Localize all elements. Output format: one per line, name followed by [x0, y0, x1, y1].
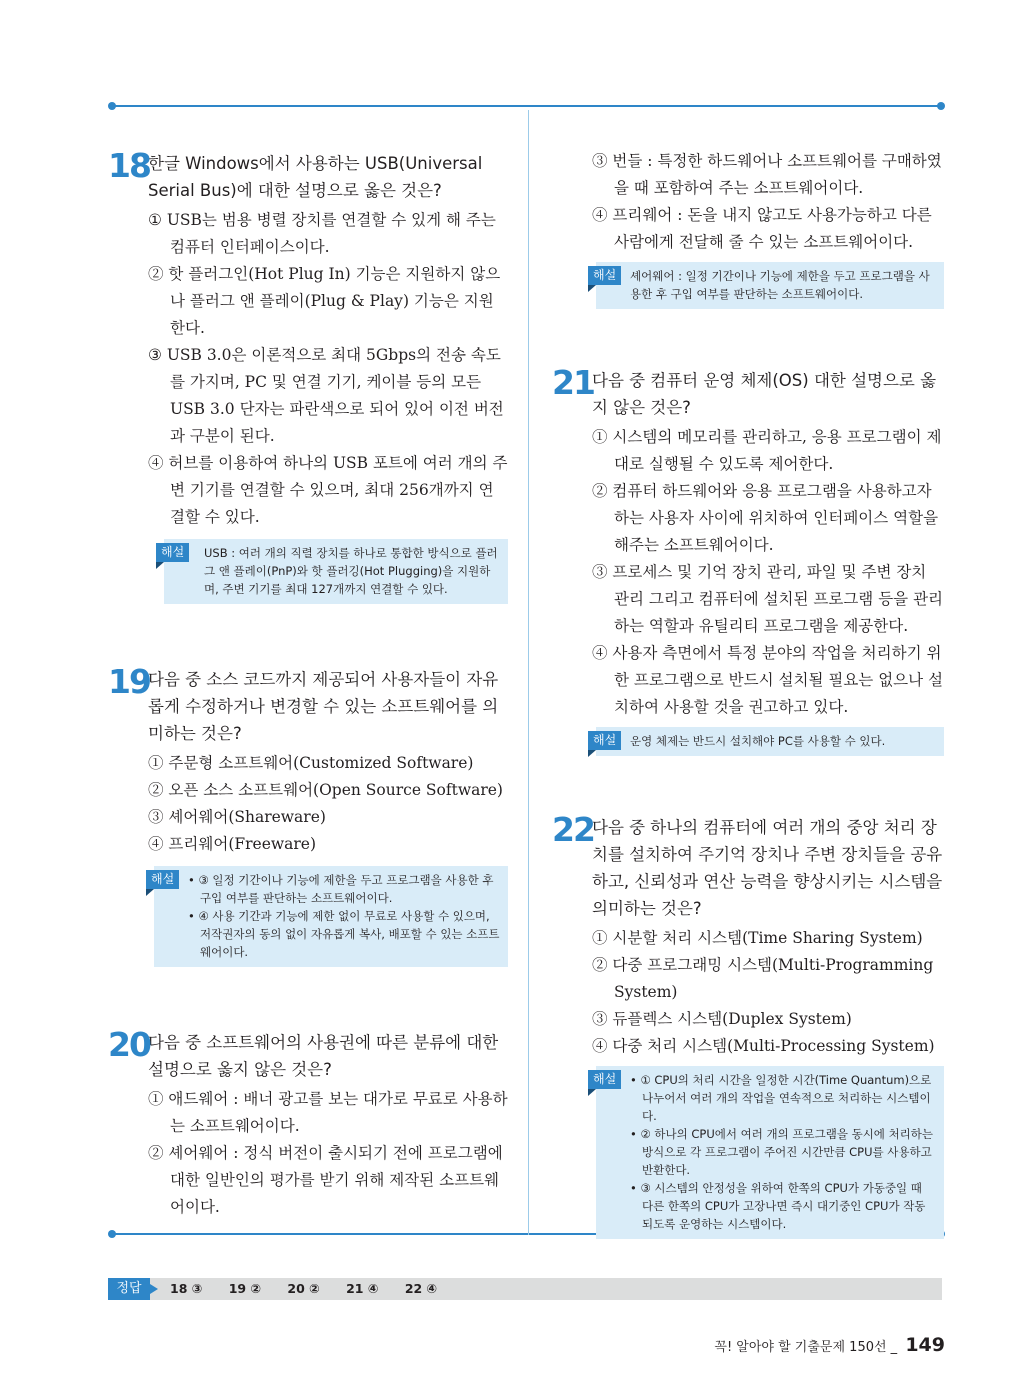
- option-3: ③ 듀플렉스 시스템(Duplex System): [592, 1010, 852, 1028]
- option-1: ① 시분할 처리 시스템(Time Sharing System): [592, 929, 923, 947]
- question-number: 19: [108, 662, 150, 701]
- option-list: [592, 148, 944, 256]
- option-list: [592, 424, 944, 721]
- explanation-tag: 해설: [156, 543, 189, 562]
- answer-bar: [108, 1278, 942, 1300]
- page-footer: [714, 1334, 945, 1356]
- question-19: [108, 662, 508, 967]
- explanation-text: USB : 여러 개의 직렬 장치를 하나로 통합한 방식으로 플러그 앤 플레이(PnP)와 핫 플러깅(Hot Plugging)을 지원하며, 주변 기기를 최대 127개까지 연결할 수 있다.: [204, 546, 498, 596]
- explanation-box: [593, 262, 944, 309]
- question-stem: 다음 중 소스 코드까지 제공되어 사용자들이 자유롭게 수정하거나 변경할 수 있는 소프트웨어를 의미하는 것은?: [148, 670, 499, 743]
- top-rule: [112, 105, 941, 107]
- option-4: ④ 프리웨어(Freeware): [148, 835, 317, 853]
- explanation-text: 운영 체제는 반드시 설치해야 PC를 사용할 수 있다.: [630, 734, 886, 748]
- explanation-tag: 해설: [588, 266, 621, 285]
- option-3: ③ 프로세스 및 기억 장치 관리, 파일 및 주변 장치 관리 그리고 컴퓨터에 설치된 프로그램 등을 관리하는 역할과 유틸리티 프로그램을 제공한다.: [592, 563, 944, 635]
- explanation-box: [593, 1066, 944, 1239]
- option-3: ③ 셰어웨어(Shareware): [148, 808, 326, 826]
- option-2: ② 핫 플러그인(Hot Plug In) 기능은 지원하지 않으나 플러그 앤 플레이(Plug & Play) 기능은 지원한다.: [148, 265, 501, 337]
- option-1: ① 주문형 소프트웨어(Customized Software): [148, 754, 474, 772]
- option-list: [148, 207, 508, 531]
- question-number: 22: [552, 810, 594, 849]
- explanation-item: • ③ 일정 기간이나 기능에 제한을 두고 프로그램을 사용한 후 구입 여부를 판단하는 소프트웨어이다.: [188, 873, 494, 905]
- option-2: ② 다중 프로그래밍 시스템(Multi-Programming System): [592, 956, 934, 1001]
- option-4: ④ 사용자 측면에서 특정 분야의 작업을 처리하기 위한 프로그램으로 반드시 설치될 필요는 없으나 설치하여 사용할 것을 권고하고 있다.: [592, 644, 944, 716]
- answer-item: 21 ④: [346, 1281, 379, 1296]
- rule-dot-left: [108, 102, 116, 110]
- option-4: ④ 프리웨어 : 돈을 내지 않고도 사용가능하고 다른 사람에게 전달해 줄 수 있는 소프트웨어이다.: [592, 206, 932, 251]
- question-20: [108, 1025, 508, 1221]
- question-20-continued: [552, 148, 944, 309]
- explanation-tag: 해설: [588, 1070, 621, 1089]
- left-column: [108, 146, 508, 1221]
- column-divider: [528, 110, 529, 1235]
- option-2: ② 셰어웨어 : 정식 버전이 출시되기 전에 프로그램에 대한 일반인의 평가를 받기 위해 제작된 소프트웨어이다.: [148, 1144, 503, 1216]
- explanation-item: • ② 하나의 CPU에서 여러 개의 프로그램을 동시에 처리하는 방식으로 각 프로그램이 주어진 시간만큼 CPU를 사용하고 반환한다.: [630, 1127, 934, 1177]
- explanation-item: • ④ 사용 기간과 기능에 제한 없이 무료로 사용할 수 있으며, 저작권자의 동의 없이 자유롭게 복사, 배포할 수 있는 소프트웨어이다.: [188, 909, 500, 959]
- question-22: [552, 810, 944, 1239]
- option-3: ③ 번들 : 특정한 하드웨어나 소프트웨어를 구매하였을 때 포함하여 주는 소프트웨어이다.: [592, 152, 942, 197]
- book-title: 꼭! 알아야 할 기출문제 150선 _: [714, 1340, 898, 1355]
- option-2: ② 컴퓨터 하드웨어와 응용 프로그램을 사용하고자 하는 사용자 사이에 위치하여 인터페이스 역할을 해주는 소프트웨어이다.: [592, 482, 939, 554]
- option-1: ① USB는 범용 병렬 장치를 연결할 수 있게 해 주는 컴퓨터 인터페이스이다.: [148, 211, 496, 256]
- answer-label: 정답: [108, 1278, 150, 1300]
- answer-item: 19 ②: [228, 1281, 262, 1296]
- option-3: ③ USB 3.0은 이론적으로 최대 5Gbps의 전송 속도를 가지며, PC 및 연결 기기, 케이블 등의 모든 USB 3.0 단자는 파란색으로 되어 있어 이전 버전과 구분이 된다.: [148, 346, 504, 445]
- question-stem: 다음 중 컴퓨터 운영 체제(OS) 대한 설명으로 옳지 않은 것은?: [592, 371, 937, 417]
- question-number: 18: [108, 146, 150, 185]
- rule-dot-right: [937, 102, 945, 110]
- question-18: [108, 146, 508, 604]
- right-column: [552, 148, 944, 1239]
- explanation-tag: 해설: [146, 870, 179, 889]
- option-2: ② 오픈 소스 소프트웨어(Open Source Software): [148, 781, 503, 799]
- question-21: [552, 363, 944, 756]
- explanation-text: 셰어웨어 : 일정 기간이나 기능에 제한을 두고 프로그램을 사용한 후 구입 여부를 판단하는 소프트웨어이다.: [630, 269, 930, 301]
- option-4: ④ 허브를 이용하여 하나의 USB 포트에 여러 개의 주변 기기를 연결할 수 있으며, 최대 256개까지 연결할 수 있다.: [148, 454, 508, 526]
- answer-item: 22 ④: [404, 1281, 438, 1296]
- option-1: ① 시스템의 메모리를 관리하고, 응용 프로그램이 제대로 실행될 수 있도록 제어한다.: [592, 428, 942, 473]
- page-number: 149: [905, 1334, 945, 1356]
- option-4: ④ 다중 처리 시스템(Multi-Processing System): [592, 1037, 935, 1055]
- explanation-box: [151, 866, 508, 967]
- option-list: [148, 750, 508, 858]
- option-list: [592, 925, 944, 1060]
- question-stem: 다음 중 소프트웨어의 사용권에 따른 분류에 대한 설명으로 옳지 않은 것은?: [148, 1033, 499, 1079]
- explanation-item: • ③ 시스템의 안정성을 위하여 한쪽의 CPU가 가동중일 때 다른 한쪽의 CPU가 고장나면 즉시 대기중인 CPU가 작동되도록 운영하는 시스템이다.: [630, 1181, 926, 1231]
- question-stem: 한글 Windows에서 사용하는 USB(Universal Serial Bus)에 대한 설명으로 옳은 것은?: [148, 154, 483, 200]
- option-1: ① 애드웨어 : 배너 광고를 보는 대가로 무료로 사용하는 소프트웨어이다.: [148, 1090, 508, 1135]
- question-stem: 다음 중 하나의 컴퓨터에 여러 개의 중앙 처리 장치를 설치하여 주기억 장치나 주변 장치들을 공유하고, 신뢰성과 연산 능력을 향상시키는 시스템을 의미하는 것은?: [592, 818, 943, 918]
- answer-list: [170, 1278, 459, 1300]
- explanation-item: • ① CPU의 처리 시간을 일정한 시간(Time Quantum)으로 나누어서 여러 개의 작업을 연속적으로 처리하는 시스템이다.: [630, 1073, 932, 1123]
- explanation-box: [593, 727, 944, 756]
- rule-dot-left: [108, 1230, 116, 1238]
- question-number: 21: [552, 363, 594, 402]
- explanation-tag: 해설: [588, 731, 621, 750]
- explanation-box: [161, 539, 508, 604]
- answer-item: 20 ②: [287, 1281, 320, 1296]
- question-number: 20: [108, 1025, 150, 1064]
- answer-item: 18 ③: [170, 1281, 203, 1296]
- option-list: [148, 1086, 508, 1221]
